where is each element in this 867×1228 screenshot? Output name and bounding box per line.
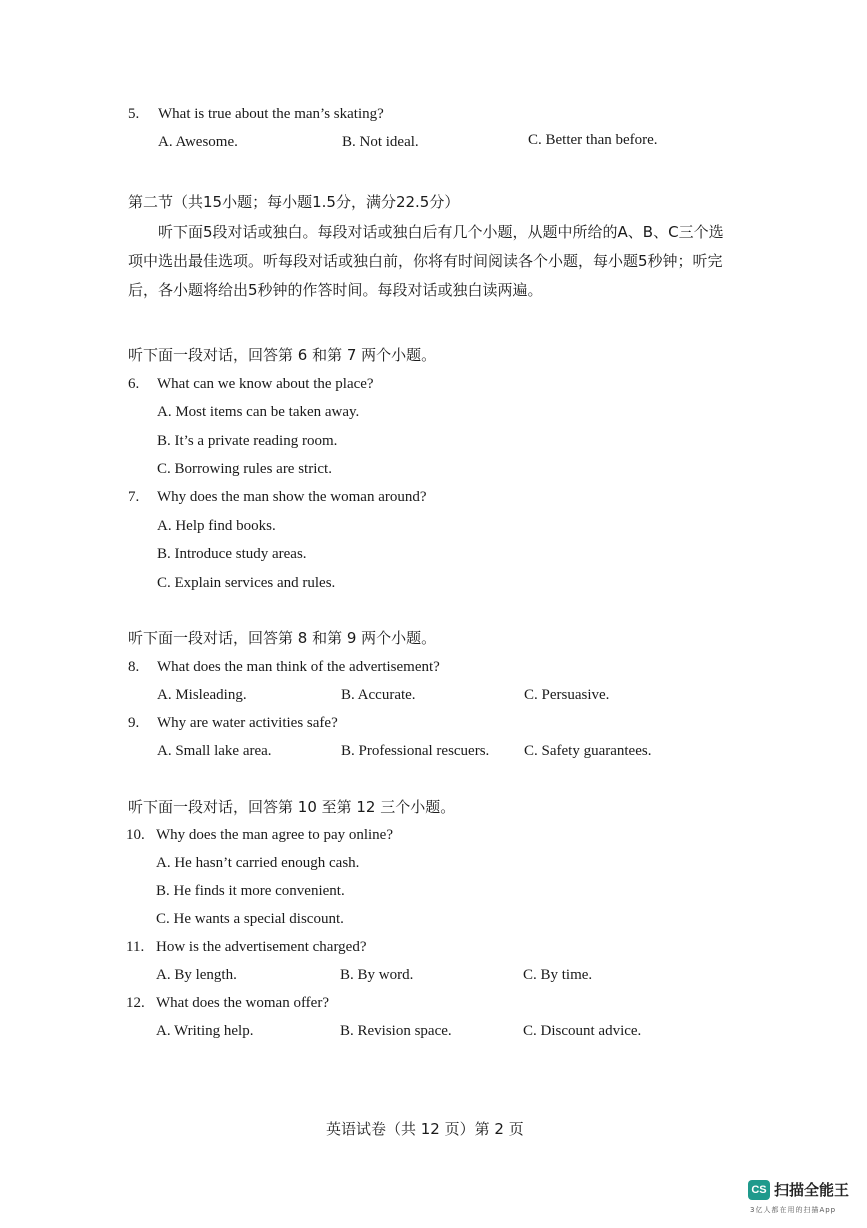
- question-9-text: Why are water activities safe?: [157, 715, 338, 731]
- question-11-option-a: A. By length.: [156, 967, 237, 983]
- question-8-option-b: B. Accurate.: [341, 687, 416, 703]
- question-12-text: What does the woman offer?: [156, 995, 329, 1011]
- question-12-option-b: B. Revision space.: [340, 1023, 452, 1039]
- question-7-option-a: A. Help find books.: [157, 518, 276, 534]
- watermark-subtitle: 3亿人都在用的扫描App: [750, 1206, 837, 1214]
- question-6-option-b: B. It’s a private reading room.: [157, 433, 338, 449]
- question-9-option-b: B. Professional rescuers.: [341, 743, 490, 759]
- scanner-watermark: [748, 1178, 858, 1218]
- question-5-option-b: B. Not ideal.: [342, 134, 419, 150]
- question-12-option-c: C. Discount advice.: [523, 1023, 642, 1039]
- question-9-option-a: A. Small lake area.: [157, 743, 272, 759]
- question-6-text: What can we know about the place?: [157, 376, 374, 392]
- dialog-2-intro: 听下面一段对话，回答第 8 和第 9 两个小题。: [128, 629, 437, 647]
- question-10-number: 10.: [126, 827, 145, 843]
- page-footer: 英语试卷（共 12 页）第 2 页: [326, 1120, 524, 1138]
- question-8-option-c: C. Persuasive.: [524, 687, 610, 703]
- question-7-option-c: C. Explain services and rules.: [157, 575, 336, 591]
- section-2-instruction: 听下面5段对话或独白。每段对话或独白后有几个小题，从题中所给的A、B、C三个选项中选出最佳选项。听每段对话或独白前，你将有时间阅读各个小题，每小题5秒钟；听完后，各小题将给出5秒钟的作答时间。每段对话或独白读两遍。: [128, 223, 724, 299]
- question-10-option-c: C. He wants a special discount.: [156, 911, 344, 927]
- question-5-option-c: C. Better than before.: [528, 132, 658, 148]
- question-8-text: What does the man think of the advertisement?: [157, 659, 440, 675]
- question-6-number: 6.: [128, 376, 140, 392]
- watermark-name: 扫描全能王: [774, 1181, 850, 1199]
- question-8-option-a: A. Misleading.: [157, 687, 247, 703]
- question-9-number: 9.: [128, 715, 140, 731]
- question-7-text: Why does the man show the woman around?: [157, 489, 427, 505]
- camscanner-logo-icon: CS: [748, 1180, 770, 1200]
- question-12-number: 12.: [126, 995, 145, 1011]
- question-10-option-b: B. He finds it more convenient.: [156, 883, 345, 899]
- question-6-option-a: A. Most items can be taken away.: [157, 404, 360, 420]
- question-11-text: How is the advertisement charged?: [156, 939, 367, 955]
- dialog-1-intro: 听下面一段对话，回答第 6 和第 7 两个小题。: [128, 346, 437, 364]
- question-11-option-c: C. By time.: [523, 967, 593, 983]
- question-6-option-c: C. Borrowing rules are strict.: [157, 461, 332, 477]
- dialog-3-intro: 听下面一段对话，回答第 10 至第 12 三个小题。: [128, 798, 456, 816]
- question-10-text: Why does the man agree to pay online?: [156, 827, 393, 843]
- question-7-number: 7.: [128, 489, 140, 505]
- question-11-option-b: B. By word.: [340, 967, 414, 983]
- question-5-number: 5.: [128, 106, 140, 122]
- question-7-option-b: B. Introduce study areas.: [157, 546, 307, 562]
- section-2-title: 第二节（共15小题；每小题1.5分，满分22.5分）: [128, 193, 460, 211]
- question-8-number: 8.: [128, 659, 140, 675]
- question-5-text: What is true about the man’s skating?: [158, 106, 384, 122]
- question-11-number: 11.: [126, 939, 145, 955]
- question-12-option-a: A. Writing help.: [156, 1023, 254, 1039]
- question-9-option-c: C. Safety guarantees.: [524, 743, 652, 759]
- question-10-option-a: A. He hasn’t carried enough cash.: [156, 855, 360, 871]
- question-5-option-a: A. Awesome.: [158, 134, 238, 150]
